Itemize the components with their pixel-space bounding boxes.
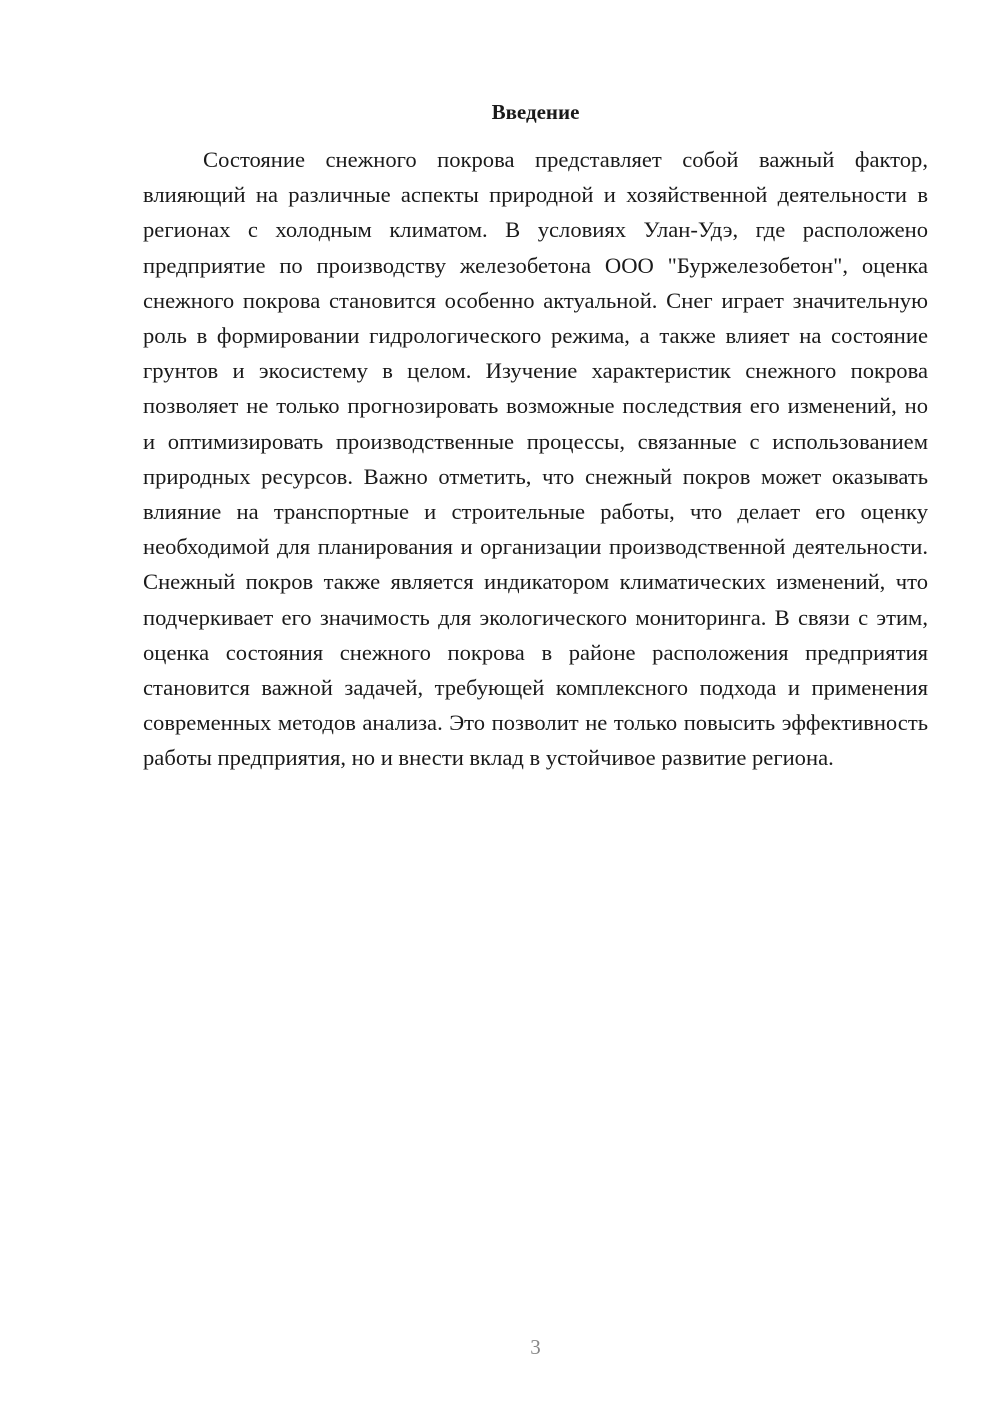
section-heading: Введение xyxy=(491,100,580,124)
intro-paragraph: Состояние снежного покрова представляет собой важный фактор, влияющий на различные аспекты природной и хозяйственной деятельности в регионах с холодным климатом. В условиях Улан-Удэ, где расположено предприятие по производству железобетона ООО "Буржелезобетон", оценка снежного покрова становится особенно актуальной. Снег играет значительную роль в формировании гидрологического режима, а также влияет на состояние грунтов и экосистему в целом. Изучение характеристик снежного покрова позволяет не только прогнозировать возможные последствия его изменений, но и оптимизировать производственные процессы, связанные с использованием природных ресурсов. Важно отметить, что снежный покров может оказывать влияние на транспортные и строительные работы, что делает его оценку необходимой для планирования и организации производственной деятельности. Снежный покров также является индикатором климатических изменений, что подчеркивает его значимость для экологического мониторинга. В связи с этим, оценка состояния снежного покрова в районе расположения предприятия становится важной задачей, требующей комплексного подхода и применения современных методов анализа. Это позволит не только повысить эффективность работы предприятия, но и внести вклад в устойчивое развитие региона. xyxy=(143,147,928,771)
page-number: 3 xyxy=(530,1335,541,1359)
